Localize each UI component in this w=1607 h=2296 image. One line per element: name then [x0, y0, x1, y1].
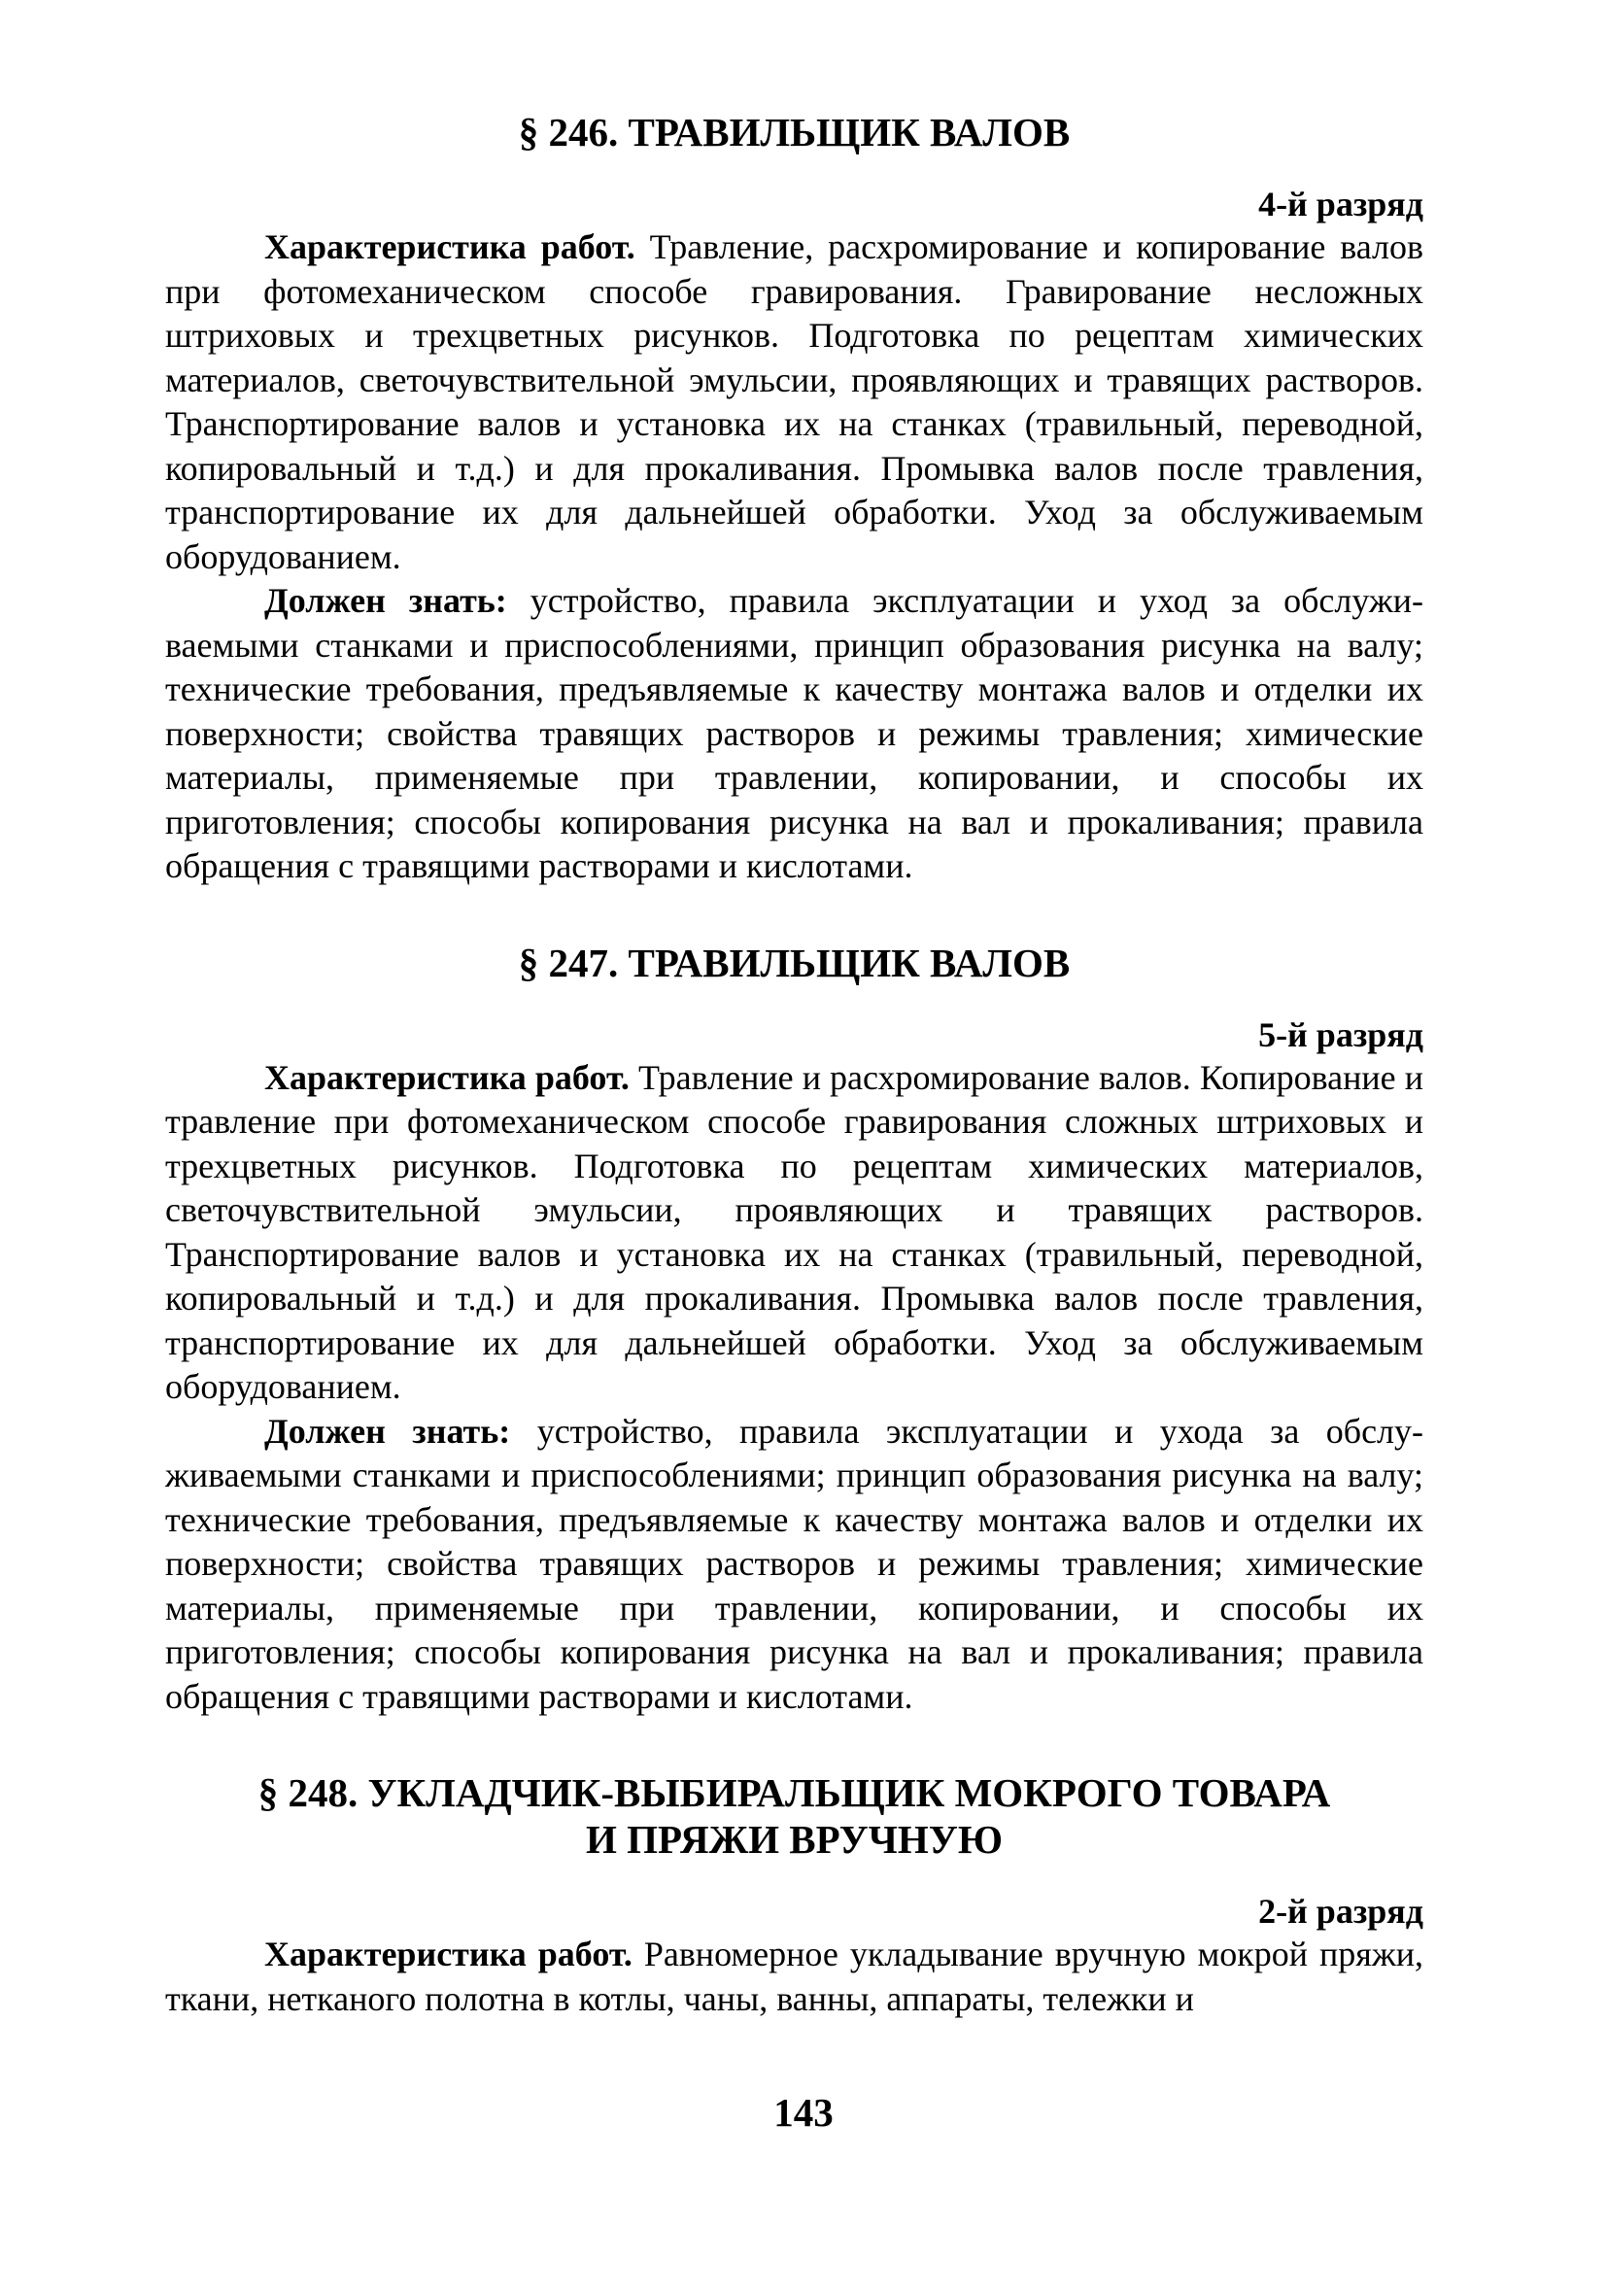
work-text: Равномерное укладывание вручную мокрой пряжи, ткани, нетканого полотна в котлы, чаны, ванны, аппараты, тележки и	[165, 1935, 1423, 2018]
section-title-248-line2: И ПРЯЖИ ВРУЧНУЮ	[585, 1817, 1004, 1862]
know-label: Должен знать:	[264, 581, 507, 620]
work-text: Травление, расхромирование и копирование валов при фотомеханическом способе гравирования. Гравирование несложных штриховых и трехцветных рисунков. Подготовка по рецептам химических материалов, светочувствительной эмульсии, проявляющих и травящих растворов. Транспортирование валов и установка их на станках (травильный, переводной, копировальный и т.д.) и для прокаливания. Промывка валов после травления, транспортирование их для дальнейшей обработки. Уход за обслуживаемым оборудованием.	[165, 227, 1423, 576]
grade-label-248: 2-й разряд	[1258, 1892, 1423, 1931]
must-know-246	[165, 579, 1423, 889]
work-label: Характеристика работ.	[264, 227, 635, 266]
grade-label-246: 4-й разряд	[1258, 185, 1423, 223]
work-label: Характеристика работ.	[264, 1935, 633, 1973]
document-page	[165, 109, 1423, 2021]
work-characteristics-247	[165, 1056, 1423, 1410]
know-label: Должен знать:	[264, 1411, 511, 1451]
must-know-247	[165, 1410, 1423, 1720]
work-text: Травление и расхромирование валов. Копирование и травление при фотомеханическом способе гравирования сложных штриховых и трехцветных рисунков. Подготовка по рецептам химических материалов, светочувствительной эмульсии, проявляющих и травящих растворов. Транспортирование валов и установка их на станках (травильный, переводной, копировальный и т.д.) и для прокаливания. Промывка валов после травления, транспортирование их для дальнейшей обработки. Уход за обслуживаемым оборудованием.	[165, 1057, 1423, 1406]
section-title-246: § 246. ТРАВИЛЬЩИК ВАЛОВ	[518, 110, 1071, 154]
work-label: Характеристика работ.	[264, 1057, 630, 1097]
section-title-248-line1: § 248. УКЛАДЧИК-ВЫБИРАЛЬЩИК МОКРОГО ТОВАРА	[257, 1770, 1331, 1815]
section-title-248	[165, 1769, 1423, 1863]
know-text: устройство, правила эксплуатации и ухода за обслуживаемыми станками и приспособлениями; принцип образования рисунка на валу; технические требования, предъявляемые к качеству монтажа валов и отделки их поверхности; свойства травящих растворов и режимы травления; химические материалы, применяемые при травлении, копировании, и способы их приготовления; способы копирования рисунка на вал и прокаливания; правила обращения с травящими растворами и кислотами.	[165, 1411, 1424, 1716]
grade-label-247: 5-й разряд	[1258, 1014, 1423, 1054]
page-number: 143	[773, 2090, 834, 2135]
know-text: устройство, правила эксплуатации и уход за обслуживаемыми станками и приспособлениями, принцип образования рисунка на валу; технические требования, предъявляемые к качеству монтажа валов и отделки их поверхности; свойства травящих растворов и режимы травления; химические материалы, применяемые при травлении, копировании, и способы их приготовления; способы копирования рисунка на вал и прокаливания; правила обращения с травящими растворами и кислотами.	[165, 581, 1424, 885]
work-characteristics-246	[165, 225, 1423, 579]
work-characteristics-248	[165, 1933, 1423, 2021]
section-title-247: § 247. ТРАВИЛЬЩИК ВАЛОВ	[518, 940, 1071, 985]
